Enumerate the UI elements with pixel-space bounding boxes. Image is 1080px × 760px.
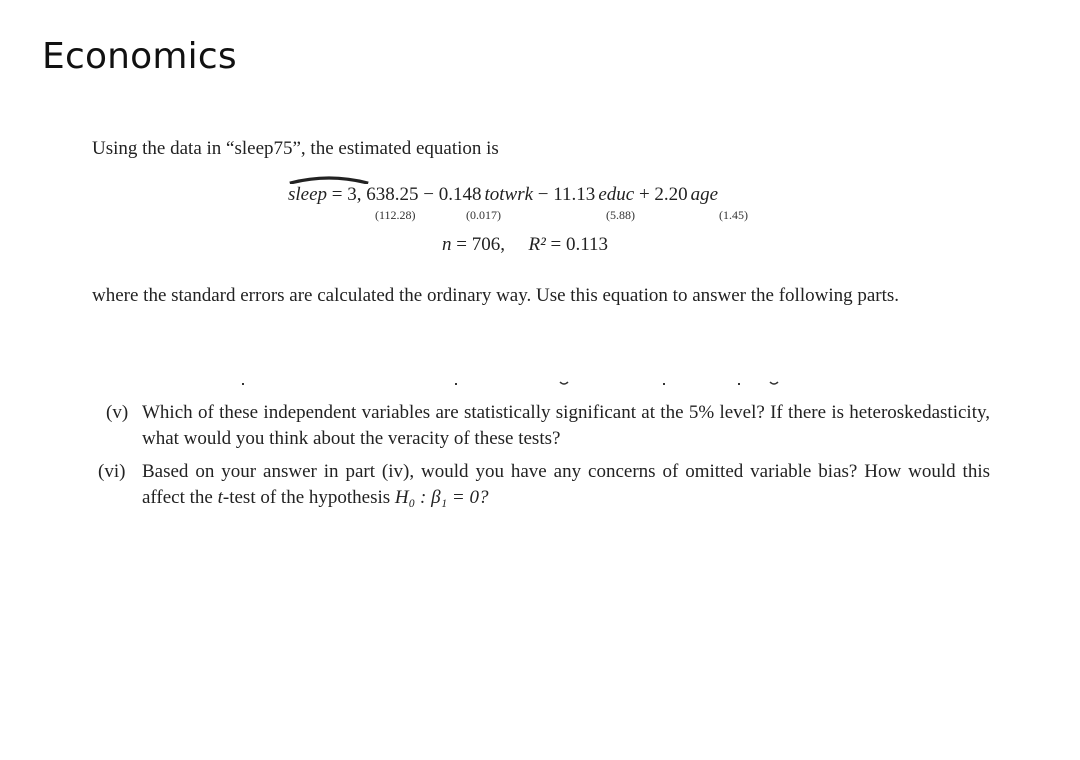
subject-title: Economics xyxy=(42,36,237,77)
equation-var-totwrk: totwrk xyxy=(484,184,534,205)
equation-lhs xyxy=(288,184,327,206)
part-v-text: Which of these independent variables are statistically significant at the 5% level? If there is heteroskedasticity, what would you think about the veracity of these tests? xyxy=(142,402,990,449)
equation-var-age: age xyxy=(690,184,719,205)
part-vi-label: (vi) xyxy=(98,461,126,482)
part-vi-text-middle: -test of the hypothesis xyxy=(222,487,395,508)
se-age: (1.45) xyxy=(719,208,748,222)
stat-r2-label: R² xyxy=(528,234,546,255)
part-vi-t-var: t xyxy=(217,487,223,508)
hat-symbol-icon xyxy=(289,176,369,184)
question-part-vi xyxy=(98,459,990,513)
equation-coef-educ: 11.13 xyxy=(553,184,596,205)
stat-r2-value: = 0.113 xyxy=(550,234,609,255)
stat-n-label: n xyxy=(442,234,452,255)
cropped-text-fragments xyxy=(230,378,790,388)
equation-coef-age: 2.20 xyxy=(654,184,688,205)
part-vi-hypothesis: H₀ : β₁ = 0? xyxy=(394,487,489,508)
regression-equation xyxy=(288,184,718,206)
equation-op3: + xyxy=(638,184,650,205)
part-vi-text-before: Based on your answer in part (iv), would you have any concerns of omitted variable bias? How would this affect the xyxy=(142,461,990,508)
equation-equals: = xyxy=(331,184,343,205)
question-part-v xyxy=(98,400,990,454)
part-vi-text xyxy=(142,459,990,511)
se-intercept: (112.28) xyxy=(375,208,416,222)
where-text: where the standard errors are calculated the ordinary way. Use this equation to answer the following parts. xyxy=(92,285,900,306)
model-stats xyxy=(442,234,608,256)
equation-coef-totwrk: 0.148 xyxy=(438,184,482,205)
se-educ: (5.88) xyxy=(606,208,635,222)
equation-lhs-text: sleep xyxy=(288,184,328,205)
equation-var-educ: educ xyxy=(598,184,635,205)
equation-op2: − xyxy=(537,184,549,205)
se-totwrk: (0.017) xyxy=(466,208,501,222)
intro-text: Using the data in “sleep75”, the estimated equation is xyxy=(92,138,499,159)
part-v-label: (v) xyxy=(106,402,129,423)
equation-intercept: 3, 638.25 xyxy=(347,184,419,205)
equation-op1: − xyxy=(423,184,434,205)
stat-n-value: = 706, xyxy=(456,234,505,255)
